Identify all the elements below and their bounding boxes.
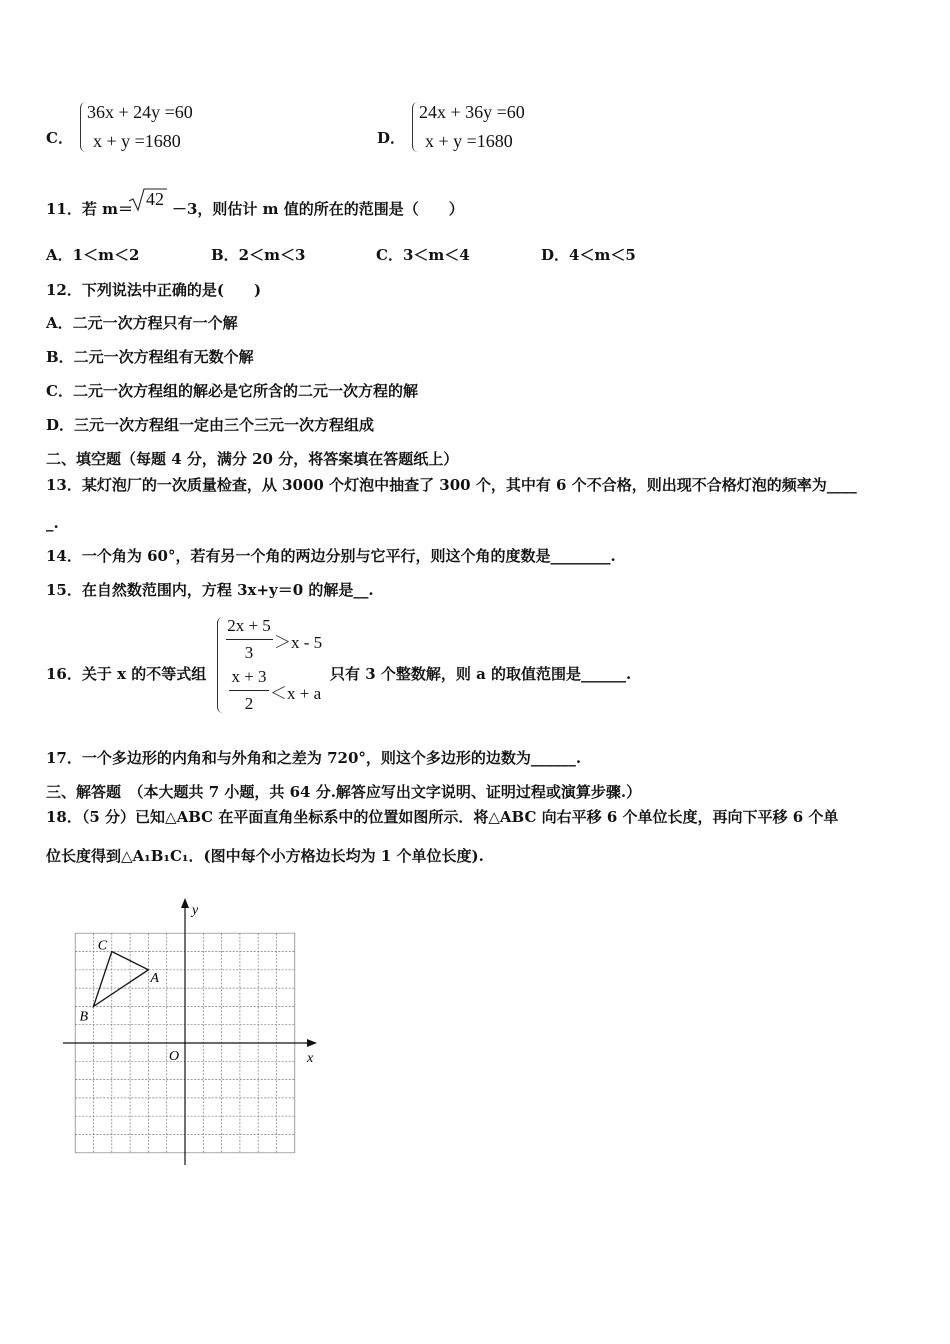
y-axis-label: y [192, 903, 199, 918]
q11-prefix: 11．若 m＝ [46, 200, 133, 218]
y-axis-arrow-icon [181, 898, 189, 908]
x-axis-arrow-icon [307, 1039, 317, 1047]
q11-option-d: D．4＜m＜5 [541, 246, 636, 264]
q13-line-1: 13．某灯泡厂的一次质量检查，从 3000 个灯泡中抽查了 300 个，其中有 6 个不合格，则出现不合格灯泡的频率为____ [46, 476, 857, 494]
q16-denominator-1: 3 [244, 643, 254, 662]
q16-fraction-bar-2 [229, 690, 269, 691]
q14-text: 14．一个角为 60°，若有另一个角的两边分别与它平行，则这个角的度数是________. [46, 547, 616, 565]
q12-stem: 12．下列说法中正确的是( ) [46, 281, 262, 299]
q16-denominator-2: 2 [244, 694, 254, 713]
q12-option-b: B．二元一次方程组有无数个解 [46, 348, 254, 366]
q12-option-d: D．三元一次方程组一定由三个三元一次方程组成 [46, 416, 375, 434]
q10-c-brace [80, 102, 87, 152]
q16-prefix: 16．关于 x 的不等式组 [46, 665, 207, 683]
section-2-heading: 二、填空题（每题 4 分，满分 20 分，将答案填在答题纸上） [46, 450, 459, 468]
q16-brace [217, 617, 224, 713]
q10-d-brace [412, 102, 419, 152]
vertex-label-a: A [150, 970, 159, 986]
vertex-label-b: B [79, 1009, 89, 1025]
q10-d-equation-1: 24x + 36y =60 [419, 102, 525, 122]
q16-rest-1: ＞x - 5 [274, 633, 323, 652]
q16-fraction-bar-1 [226, 639, 273, 640]
q12-option-c: C．二元一次方程组的解必是它所含的二元一次方程的解 [46, 382, 418, 400]
section-3-heading: 三、解答题 （本大题共 7 小题，共 64 分.解答应写出文字说明、证明过程或演算步骤.） [46, 783, 642, 801]
q10-option-c-label: C． [46, 129, 73, 147]
vertex-label-c: C [97, 938, 108, 954]
q13-line-2: _. [46, 514, 59, 532]
origin-label: O [169, 1049, 180, 1064]
q16-numerator-2: x + 3 [231, 667, 267, 686]
q10-c-equation-2: x + y =1680 [93, 131, 181, 151]
q17-text: 17．一个多边形的内角和与外角和之差为 720°，则这个多边形的边数为______. [46, 749, 582, 767]
q12-option-a: A．二元一次方程只有一个解 [46, 314, 238, 332]
q16-suffix: 只有 3 个整数解，则 a 的取值范围是______. [330, 665, 632, 683]
q11-option-b: B．2＜m＜3 [211, 246, 306, 264]
q15-text: 15．在自然数范围内，方程 3x+y＝0 的解是__. [46, 581, 374, 599]
q16-rest-2: ＜x + a [270, 684, 322, 703]
coordinate-grid-figure [55, 890, 330, 1175]
q16-numerator-1: 2x + 5 [227, 616, 271, 635]
q18-line-1: 18．（5 分）已知△ABC 在平面直角坐标系中的位置如图所示．将△ABC 向右平移 6 个单位长度，再向下平移 6 个单 [46, 808, 839, 826]
q11-option-a: A．1＜m＜2 [46, 246, 140, 264]
q10-option-d-label: D． [377, 129, 406, 147]
q18-line-2: 位长度得到△A₁B₁C₁．(图中每个小方格边长均为 1 个单位长度). [46, 847, 484, 865]
triangle-abc [94, 952, 149, 1007]
q10-c-equation-1: 36x + 24y =60 [87, 102, 193, 122]
q11-suffix: －3，则估计 m 值的所在的范围是（ ） [172, 200, 464, 218]
x-axis-label: x [307, 1051, 314, 1066]
q10-d-equation-2: x + y =1680 [425, 131, 513, 151]
q11-option-c: C．3＜m＜4 [376, 246, 470, 264]
q11-radicand: 42 [146, 189, 164, 209]
